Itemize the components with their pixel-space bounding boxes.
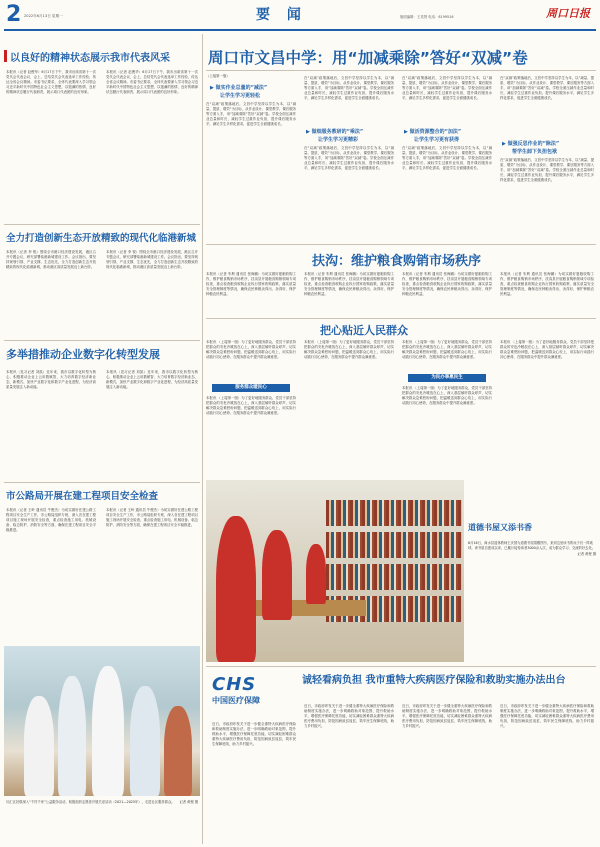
b1-story: [206, 272, 596, 316]
main-story-body: [206, 74, 596, 242]
divider: [4, 482, 200, 483]
b2-col-1b: 本报讯 （上接第一版）为了更好地服务群众，党员干部坚持把群众的安危冷暖放在心上，深入基层倾听群众呼声，切实解决群众急难愁盼问题，把温暖送到群众心坎上，用实际行动践行初心使命，在服务群众中提升群众满意度。: [206, 396, 296, 416]
paper-logo: 周口日报: [546, 7, 590, 20]
main-sub-2: [306, 128, 363, 135]
triangle-icon: ▶: [404, 129, 408, 135]
main-col-2b: 在“双减”政策落地后，文昌中学坚持以学生为本，以“减量、提质、增效”为目标，从作业设计、课堂教学、课后服务等方面入手，用“加减乘除”答好“双减”卷。学校全面压减作业总量和时长，减轻学生过重作业负担，提升课后服务水平，满足学生多样化需求，促进学生全面健康成长。: [304, 146, 394, 171]
divider: [206, 318, 596, 319]
b2-title: 把心贴近人民群众: [320, 324, 408, 337]
divider: [206, 70, 596, 71]
person-figure: [58, 676, 86, 796]
volunteer-photo: [4, 646, 200, 796]
library-photo: [206, 480, 464, 662]
main-headline: 周口市文昌中学：用“加减乘除”答好“双减”卷: [208, 49, 528, 67]
b2-story: [206, 340, 596, 476]
b2-sub-2: 为民办事惠民生: [431, 375, 463, 380]
divider: [206, 244, 596, 245]
main-sub-2-text: 做细服务教研的“乘法”: [311, 129, 364, 135]
header-rule: [4, 29, 596, 31]
photo-credit: 记者 黄俊 摄: [179, 800, 198, 804]
library-caption-title: 道德书屋又添书香: [468, 523, 532, 532]
b1-col-1: 本报讯（记者 朱利 通讯员 张海鹏）为切实做好夏粮收购工作，维护粮食购销市场秩序，扶沟县开展粮食购销领域专项检查，重点检查粮食收购企业执行国家收购政策、落实质量安全管理制度等情况，确保农民种粮卖得出、卖得好，保护种粮农民利益。: [206, 272, 296, 297]
a4-body-col2: 本报讯（记者 王岭 通讯员 牛俊杰）为切实做好在建公路工程项目安全生产工作，市公路局组织专班，深入各在建工程项目施工现场开展安全检查，重点检查施工用电、机械设备、临边防护、消防安全等方面，确保在建工程项目安全平稳推进。: [106, 508, 198, 528]
person-figure: [92, 666, 124, 796]
a4-title: 市公路局开展在建工程项目安全检查: [6, 491, 159, 502]
bottom-col-2: 近日，市政府印发关于进一步健全重特大疾病医疗保险和救助制度实施办法，进一步明确救助对象范围，提升救助水平，增强医疗保障托底功能，切实减轻困难群众重特大疾病医疗费用负担，防范因病致贫返贫，筑牢民生保障底线，助力乡村振兴。: [304, 704, 394, 729]
main-col-4b: 在“双减”政策落地后，文昌中学坚持以学生为本，以“减量、提质、增效”为目标，从作业设计、课堂教学、课后服务等方面入手，用“加减乘除”答好“双减”卷。学校全面压减作业总量和时长，减轻学生过重作业负担，提升课后服务水平，满足学生多样化需求，促进学生全面健康成长。: [500, 158, 594, 183]
divider: [4, 224, 200, 225]
library-caption-body: 6月16日，商水县退休教师王庆国为道德书屋捐赠图书，来到这里读书的孩子们一阵欢呼。该书屋自建成以来，已累计接待读者3000余人次，成为群众学习、交流的好去处。: [468, 541, 596, 550]
b2-col-1: 本报讯 （上接第一版）为了更好地服务群众，党员干部坚持把群众的安危冷暖放在心上，深入基层倾听群众呼声，切实解决群众急难愁盼问题，把温暖送到群众心坎上，用实际行动践行初心使命，在服务群众中提升群众满意度。: [206, 340, 296, 360]
a3-body-col2: 本报讯（见习记者 刘凯）近年来，我市以数字化转型为核心，积极推动企业上云用数赋智，大力培育数字经济新业态、新模式，加快产业数字化和数字产业化进程，为经济高质量发展注入新动能。: [106, 370, 198, 390]
b2-sub-2-box: [408, 374, 486, 382]
main-sub-3b: 让学生学习更有获得: [414, 137, 460, 143]
a1-body-col2: 本报讯（记者 赵俊华）6月17日下午，我市出席省第十一次党代会代表会议，会上，总结党代会代表选举工作经验，传达全省会议精神。市委书记要求，全体代表要深入学习领会习近平新时代中国特色社会主义思想，以饱满的热情、良好的精神状态履行代表职责，展示周口代表团的良好形象。: [106, 70, 198, 95]
b2-sub-1-box: [212, 384, 290, 392]
library-photo-credit: 记者 黄俊 摄: [577, 552, 596, 557]
b1-col-3: 本报讯（记者 朱利 通讯员 张海鹏）为切实做好夏粮收购工作，维护粮食购销市场秩序，扶沟县开展粮食购销领域专项检查，重点检查粮食收购企业执行国家收购政策、落实质量安全管理制度等情况，确保农民种粮卖得出、卖得好，保护种粮农民利益。: [402, 272, 492, 297]
a3-body: 本报讯（见习记者 刘凯）近年来，我市以数字化转型为核心，积极推动企业上云用数赋智，大力培育数字经济新业态、新模式，加快产业数字化和数字产业化进程，为经济高质量发展注入新动能。: [6, 370, 96, 390]
bottom-col-1: 近日，市政府印发关于进一步健全重特大疾病医疗保险和救助制度实施办法，进一步明确救助对象范围，提升救助水平，增强医疗保障托底功能，切实减轻困难群众重特大疾病医疗费用负担，防范因病致贫返贫，筑牢民生保障底线，助力乡村振兴。: [212, 722, 296, 747]
photo-caption-text: 川汇区妇联深入“千村千家”公益服务活动，积极组织志愿者开展关爱活动（2021—2025年），走进社区服务群众。: [6, 800, 175, 804]
date-line: 2022年6月13日 星期一: [24, 14, 63, 18]
bottom-col-4: 近日，市政府印发关于进一步健全重特大疾病医疗保险和救助制度实施办法，进一步明确救助对象范围，提升救助水平，增强医疗保障托底功能，切实减轻困难群众重特大疾病医疗费用负担，防范因病致贫返贫，筑牢民生保障底线，助力乡村振兴。: [500, 704, 594, 729]
main-col-3b: 在“双减”政策落地后，文昌中学坚持以学生为本，以“减量、提质、增效”为目标，从作业设计、课堂教学、课后服务等方面入手，用“加减乘除”答好“双减”卷。学校全面压减作业总量和时长，减轻学生过重作业负担，提升课后服务水平，满足学生多样化需求，促进学生全面健康成长。: [402, 146, 492, 171]
bookshelf: [326, 532, 462, 558]
editor-credits: 版面编辑：王英贤 电话：6199516: [400, 15, 454, 19]
child-figure: [306, 544, 326, 604]
a2-body: 本报讯（记者 李 锐）围绕全市港口经济建设发展，港区召开专题会议，研究部署临港新城建设工作。会议指出，要坚持规划引领、产业支撑、生态优先，全力打造创新生态开放精致的现代化临港新城，推动港区高质量发展迈上新台阶。: [6, 250, 96, 270]
a1-body: 本报讯（记者 赵俊华）6月17日下午，我市出席省第十一次党代会代表会议，会上，总结党代会代表选举工作经验，传达全省会议精神。市委书记要求，全体代表要深入学习领会习近平新时代中国特色社会主义思想，以饱满的热情、良好的精神状态履行代表职责，展示周口代表团的良好形象。: [6, 70, 96, 95]
person-figure: [24, 696, 54, 796]
main-sub-3: [404, 128, 461, 135]
a2-body-col2: 本报讯（记者 李 锐）围绕全市港口经济建设发展，港区召开专题会议，研究部署临港新城建设工作。会议指出，要坚持规划引领、产业支撑、生态优先，全力打造创新生态开放精致的现代化临港新城，推动港区高质量发展迈上新台阶。: [106, 250, 198, 270]
main-sub-4b: 帮学生卸下负担包袱: [512, 149, 558, 155]
divider: [206, 666, 596, 667]
chs-logo-mark: CHS: [212, 674, 257, 695]
chs-logo-text: 中国医疗保障: [212, 696, 260, 705]
triangle-icon: ▶: [210, 85, 214, 91]
b1-title: 扶沟：维护粮食购销市场秩序: [312, 254, 482, 269]
triangle-icon: ▶: [306, 129, 310, 135]
a2-title: 全力打造创新生态开放精致的现代化临港新城: [6, 233, 197, 244]
b1-col-2: 本报讯（记者 朱利 通讯员 张海鹏）为切实做好夏粮收购工作，维护粮食购销市场秩序，扶沟县开展粮食购销领域专项检查，重点检查粮食收购企业执行国家收购政策、落实质量安全管理制度等情况，确保农民种粮卖得出、卖得好，保护种粮农民利益。: [304, 272, 394, 297]
section-title: 要 闻: [256, 7, 307, 23]
bottom-headline: 诚轻看病负担 我市重特大疾病医疗保险和救助实施办法出台: [302, 675, 566, 686]
main-sub-3-text: 做活资源整合的“加法”: [409, 129, 462, 135]
b2-col-2: 本报讯 （上接第一版）为了更好地服务群众，党员干部坚持把群众的安危冷暖放在心上，深入基层倾听群众呼声，切实解决群众急难愁盼问题，把温暖送到群众心坎上，用实际行动践行初心使命，在服务群众中提升群众满意度。: [304, 340, 394, 360]
b2-sub-1: 服务群众暖民心: [235, 385, 267, 390]
a4-body: 本报讯（记者 王岭 通讯员 牛俊杰）为切实做好在建公路工程项目安全生产工作，市公路局组织专班，深入各在建工程项目施工现场开展安全检查，重点检查施工用电、机械设备、临边防护、消防安全等方面，确保在建工程项目安全平稳推进。: [6, 508, 96, 533]
b1-col-4: 本报讯（记者 朱利 通讯员 张海鹏）为切实做好夏粮收购工作，维护粮食购销市场秩序，扶沟县开展粮食购销领域专项检查，重点检查粮食收购企业执行国家收购政策、落实质量安全管理制度等情况，确保农民种粮卖得出、卖得好，保护种粮农民利益。: [500, 272, 594, 297]
bookshelf: [326, 564, 462, 590]
a3-title: 多举措推动企业数字化转型发展: [6, 348, 160, 361]
main-col-1: 在“双减”政策落地后，文昌中学坚持以学生为本，以“减量、提质、增效”为目标，从作业设计、课堂教学、课后服务等方面入手，用“加减乘除”答好“双减”卷。学校全面压减作业总量和时长，减轻学生过重作业负担，提升课后服务水平，满足学生多样化需求，促进学生全面健康成长。: [206, 102, 296, 127]
b2-col-4: 本报讯 （上接第一版）为了更好地服务群众，党员干部坚持把群众的安危冷暖放在心上，深入基层倾听群众呼声，切实解决群众急难愁盼问题，把温暖送到群众心坎上，用实际行动践行初心使命，在服务群众中提升群众满意度。: [500, 340, 594, 360]
a1-bar: [4, 50, 7, 62]
main-sub-1: [210, 84, 267, 91]
photo-caption: [6, 800, 198, 840]
person-figure: [164, 706, 192, 796]
volunteer-figure: [262, 530, 292, 620]
main-sub-2b: 让学生学习更精彩: [318, 137, 359, 143]
column-divider: [202, 34, 203, 844]
main-col-2: 在“双减”政策落地后，文昌中学坚持以学生为本，以“减量、提质、增效”为目标，从作业设计、课堂教学、课后服务等方面入手，用“加减乘除”答好“双减”卷。学校全面压减作业总量和时长，减轻学生过重作业负担，提升课后服务水平，满足学生多样化需求，促进学生全面健康成长。: [304, 76, 394, 101]
main-byline: （上接第一版）: [206, 74, 230, 78]
bottom-col-3: 近日，市政府印发关于进一步健全重特大疾病医疗保险和救助制度实施办法，进一步明确救助对象范围，提升救助水平，增强医疗保障托底功能，切实减轻困难群众重特大疾病医疗费用负担，防范因病致贫返贫，筑牢民生保障底线，助力乡村振兴。: [402, 704, 492, 729]
main-col-3: 在“双减”政策落地后，文昌中学坚持以学生为本，以“减量、提质、增效”为目标，从作业设计、课堂教学、课后服务等方面入手，用“加减乘除”答好“双减”卷。学校全面压减作业总量和时长，减轻学生过重作业负担，提升课后服务水平，满足学生多样化需求，促进学生全面健康成长。: [402, 76, 492, 101]
bottom-story-body: [206, 704, 596, 844]
main-sub-1b: 让学生学习更轻松: [220, 93, 261, 99]
a1-title: 以良好的精神状态展示我市代表风采: [10, 53, 170, 64]
b2-col-3b: 本报讯 （上接第一版）为了更好地服务群众，党员干部坚持把群众的安危冷暖放在心上，深入基层倾听群众呼声，切实解决群众急难愁盼问题，把温暖送到群众心坎上，用实际行动践行初心使命，在服务群众中提升群众满意度。: [402, 386, 492, 406]
page-number: 2: [6, 2, 22, 27]
divider: [4, 340, 200, 341]
person-figure: [130, 686, 160, 796]
triangle-icon: ▶: [502, 141, 506, 147]
main-sub-1-text: 做实作业总量的“减法”: [215, 85, 268, 91]
volunteer-figure: [216, 516, 256, 662]
left-column: [4, 34, 200, 844]
main-sub-4: [502, 140, 559, 147]
main-sub-4-text: 做强反思作业的“除法”: [507, 141, 560, 147]
bookshelf: [326, 500, 462, 526]
b2-col-3: 本报讯 （上接第一版）为了更好地服务群众，党员干部坚持把群众的安危冷暖放在心上，深入基层倾听群众呼声，切实解决群众急难愁盼问题，把温暖送到群众心坎上，用实际行动践行初心使命，在服务群众中提升群众满意度。: [402, 340, 492, 360]
library-caption: [468, 480, 596, 662]
main-col-4: 在“双减”政策落地后，文昌中学坚持以学生为本，以“减量、提质、增效”为目标，从作业设计、课堂教学、课后服务等方面入手，用“加减乘除”答好“双减”卷。学校全面压减作业总量和时长，减轻学生过重作业负担，提升课后服务水平，满足学生多样化需求，促进学生全面健康成长。: [500, 76, 594, 101]
